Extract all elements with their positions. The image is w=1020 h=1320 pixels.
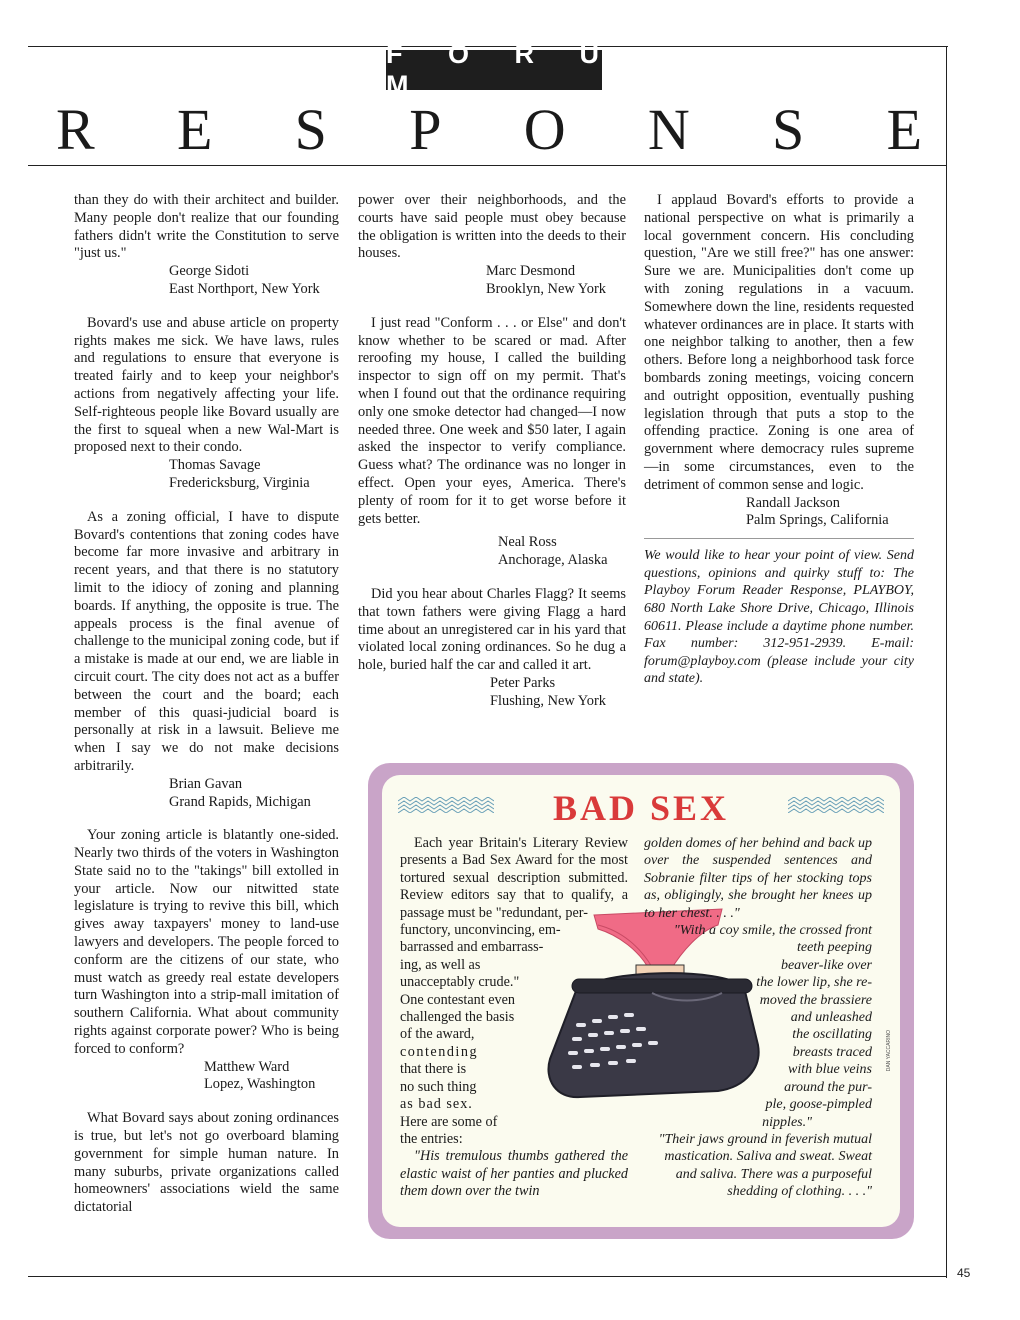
bad-sex-sidebar	[368, 763, 914, 1239]
bottom-rule	[28, 1276, 946, 1277]
bad-sex-line: One contestant even	[400, 991, 516, 1008]
letter-text: What Bovard says about zoning ordinances is true, but let's not go overboard blaming government for simple human nature. In many suburbs, private organizations called homeowners' associations wield the same dictatorial	[74, 1110, 339, 1216]
bad-sex-line: and unleashed	[790, 1010, 872, 1026]
letter-signature	[74, 263, 339, 299]
bad-sex-entry-quote: "His tremulous thumbs gathered the elastic waist of her panties and plucked them down over the twin	[400, 1148, 628, 1200]
response-letter: S	[772, 97, 805, 162]
response-title	[56, 96, 922, 160]
bad-sex-line: around the pur-	[784, 1079, 872, 1095]
forum-banner	[386, 39, 618, 100]
bad-sex-line: functory, unconvincing, em-	[400, 922, 561, 939]
bad-sex-line: ple, goose-pimpled	[765, 1097, 872, 1113]
letter-location: East Northport, New York	[169, 280, 320, 297]
bad-sex-line: ing, as well as	[400, 956, 481, 973]
letter-location: Palm Springs, California	[746, 512, 889, 529]
response-letter: N	[647, 97, 690, 162]
bad-sex-line: the entries:	[400, 1130, 463, 1147]
bad-sex-right-column	[644, 835, 872, 1201]
letter-signature	[358, 534, 626, 570]
letter-location: Brooklyn, New York	[486, 280, 606, 297]
letter-location: Lopez, Washington	[204, 1076, 316, 1093]
bad-sex-line: of the award,	[400, 1026, 475, 1043]
letter-text: I applaud Bovard's efforts to provide a national perspective on what is primarily a local government concern. His concluding question, "Are we still free?" has one answer: Sure we are. Municipalities don't come up with zoning regulations in a vacuum. Somewhere down the line, residents requested whatever ordinances are in place. It starts with one neighbor talking to another, then a few others. Before long a neighborhood task force bombards zoning meetings, voicing concern and outright opposition, eventually pushing legislation through that puts a stop to the offending practice. Zoning is one area of government where democracy rules supreme—in some circumstances, even to the detriment of common sense and logic.	[644, 192, 914, 493]
letter-signature	[358, 263, 626, 299]
bad-sex-line: with blue veins	[788, 1062, 872, 1078]
illustration-credit: DAN YACCARINO	[886, 1030, 892, 1072]
letter-signature	[74, 1059, 339, 1095]
letter-location: Grand Rapids, Michigan	[169, 793, 311, 810]
letter-location: Flushing, New York	[490, 692, 606, 709]
bad-sex-line: beaver-like over	[780, 957, 872, 973]
bad-sex-line: breasts traced	[792, 1044, 872, 1060]
bad-sex-entry-quote: "Their jaws ground in feverish mutual mastication. Saliva and sweat. Sweat and saliva. There was a purposeful shedding of clothing. . . ."	[658, 1131, 872, 1200]
bad-sex-line: the oscillating	[792, 1027, 872, 1043]
bad-sex-line: barrassed and embarrass-	[400, 939, 544, 956]
letter-signature	[358, 675, 626, 711]
letter-author: Peter Parks	[490, 674, 556, 691]
forum-label: F O R U M	[386, 39, 618, 100]
column-1	[74, 192, 339, 1217]
page-number: 45	[957, 1266, 971, 1280]
bad-sex-line: teeth peeping	[796, 940, 872, 956]
bad-sex-line: nipples."	[762, 1114, 812, 1130]
zigzag-ornament-icon	[788, 797, 884, 813]
letter-text: than they do with their architect and builder. Many people don't realize that our founding fathers didn't write the Constitution to serve "just us."	[74, 192, 339, 262]
bad-sex-line: no such thing	[400, 1078, 477, 1095]
letter-author: Randall Jackson	[746, 494, 840, 511]
letter-signature	[74, 457, 339, 493]
letter-author: Thomas Savage	[169, 457, 261, 474]
bad-sex-line: as bad sex.	[400, 1096, 473, 1113]
letter-author: Marc Desmond	[486, 263, 576, 280]
bad-sex-left-column	[400, 835, 628, 1201]
header-rule	[28, 165, 946, 166]
bad-sex-line: Here are some of	[400, 1113, 498, 1130]
letter-signature	[644, 495, 914, 531]
bad-sex-line: unacceptably crude."	[400, 974, 520, 991]
letter-text: Bovard's use and abuse article on property rights makes me sick. We have laws, rules and regulations to ensure that everyone is treated fairly and to keep your neighbor's actions from negatively affecting your life. Self-righteous people like Bovard usually are the first to squeal when a new Wal-Mart is proposed next to their condo.	[74, 314, 339, 456]
bad-sex-panel	[382, 775, 900, 1227]
response-letter: O	[523, 97, 566, 162]
right-rule	[946, 46, 947, 1278]
column-2	[358, 192, 626, 711]
letter-text: As a zoning official, I have to dispute Bovard's contentions that zoning codes have become far more invasive and arbitrary in recent years, and that there is no statutory limit to the idiocy of zoning and planning boards. If anything, the opposite is true. The appeals process is the final avenue of challenge to the municipal zoning code, but if a mistake is made at our end, we are liable in circuit court. The city does not act as a buffer between the court and the board; each member of this quasi-judicial board is personally at risk in a lawsuit. Believe me when I say we do not make decisions arbitrarily.	[74, 508, 339, 774]
response-letter: E	[886, 97, 922, 162]
letter-text: Your zoning article is blatantly one-sided. Nearly two thirds of the voters in Washington State said no to the "takings" bill extolled in your article. Now our nitwitted state legislature is trying to revive this bill, which gives away taxpayers' money to land-use lawyers and developers. The people forced to conform are the citizens of our state, who must watch as greedy real estate developers turn Washington into a strip-mall imitation of southern California. What about community rights against corporate power? Who is being forced to conform?	[74, 827, 339, 1057]
bad-sex-line: moved the brassiere	[759, 992, 872, 1008]
letter-location: Anchorage, Alaska	[498, 552, 608, 569]
letter-author: Matthew Ward	[204, 1058, 290, 1075]
response-letter: P	[409, 97, 442, 162]
reader-response-note: We would like to hear your point of view. Send questions, opinions and quirky stuff to: The Playboy Forum Reader Response, PLAYBOY, 680 North Lake Shore Drive, Chicago, Illinois 60611. Please include a daytime phone number. Fax number: 312-951-2939. E-mail: forum@playboy.com (please include your city and state).	[644, 548, 914, 687]
bad-sex-line: the lower lip, she re-	[756, 975, 872, 991]
bad-sex-intro: Each year Britain's Literary Review presents a Bad Sex Award for the most tortured sexual description submitted. Review editors say that to qualify, a passage must be "redundant, per-	[400, 835, 628, 921]
bad-sex-line: challenged the basis	[400, 1009, 515, 1026]
letter-text: Did you hear about Charles Flagg? It seems that town fathers were giving Flagg a hard time about an unregistered car in his yard that violated local zoning ordinances. So he dug a hole, buried half the car and called it art.	[358, 585, 626, 674]
bad-sex-title-text: BAD SEX	[552, 788, 730, 828]
response-letter: R	[56, 97, 95, 162]
bad-sex-line: contending	[400, 1043, 479, 1060]
bad-sex-line: that there is	[400, 1061, 467, 1078]
letter-author: Brian Gavan	[169, 775, 243, 792]
note-divider	[644, 538, 914, 539]
response-letter: E	[176, 97, 213, 162]
letter-text: power over their neighborhoods, and the courts have said people must obey because the obligation is written into the deeds to their houses.	[358, 192, 626, 262]
letter-location: Fredericksburg, Virginia	[169, 474, 310, 491]
bad-sex-entry-quote: golden domes of her behind and back up over the suspended sentences and Sobranie filter tips of her stocking tops as, obligingly, she brought her knees up to her chest. . . ."	[644, 836, 872, 921]
letter-author: George Sidoti	[169, 263, 250, 280]
letter-author: Neal Ross	[498, 534, 557, 551]
column-3	[644, 192, 914, 688]
bad-sex-line: "With a coy smile, the crossed front	[673, 923, 872, 939]
letter-signature	[74, 776, 339, 812]
response-letter: S	[294, 97, 327, 162]
letter-text: I just read "Conform . . . or Else" and don't know whether to be scared or mad. After reroofing my house, I called the building inspector to sign off on my permit. That's when I found out that the ordinance requiring only one smoke detector had changed—I now needed three. One week and $50 later, I again asked the inspector to verify compliance. Guess what? The ordinance was no longer in effect. Open your eyes, America. There's plenty of room for it to get worse before it gets better.	[358, 314, 626, 527]
